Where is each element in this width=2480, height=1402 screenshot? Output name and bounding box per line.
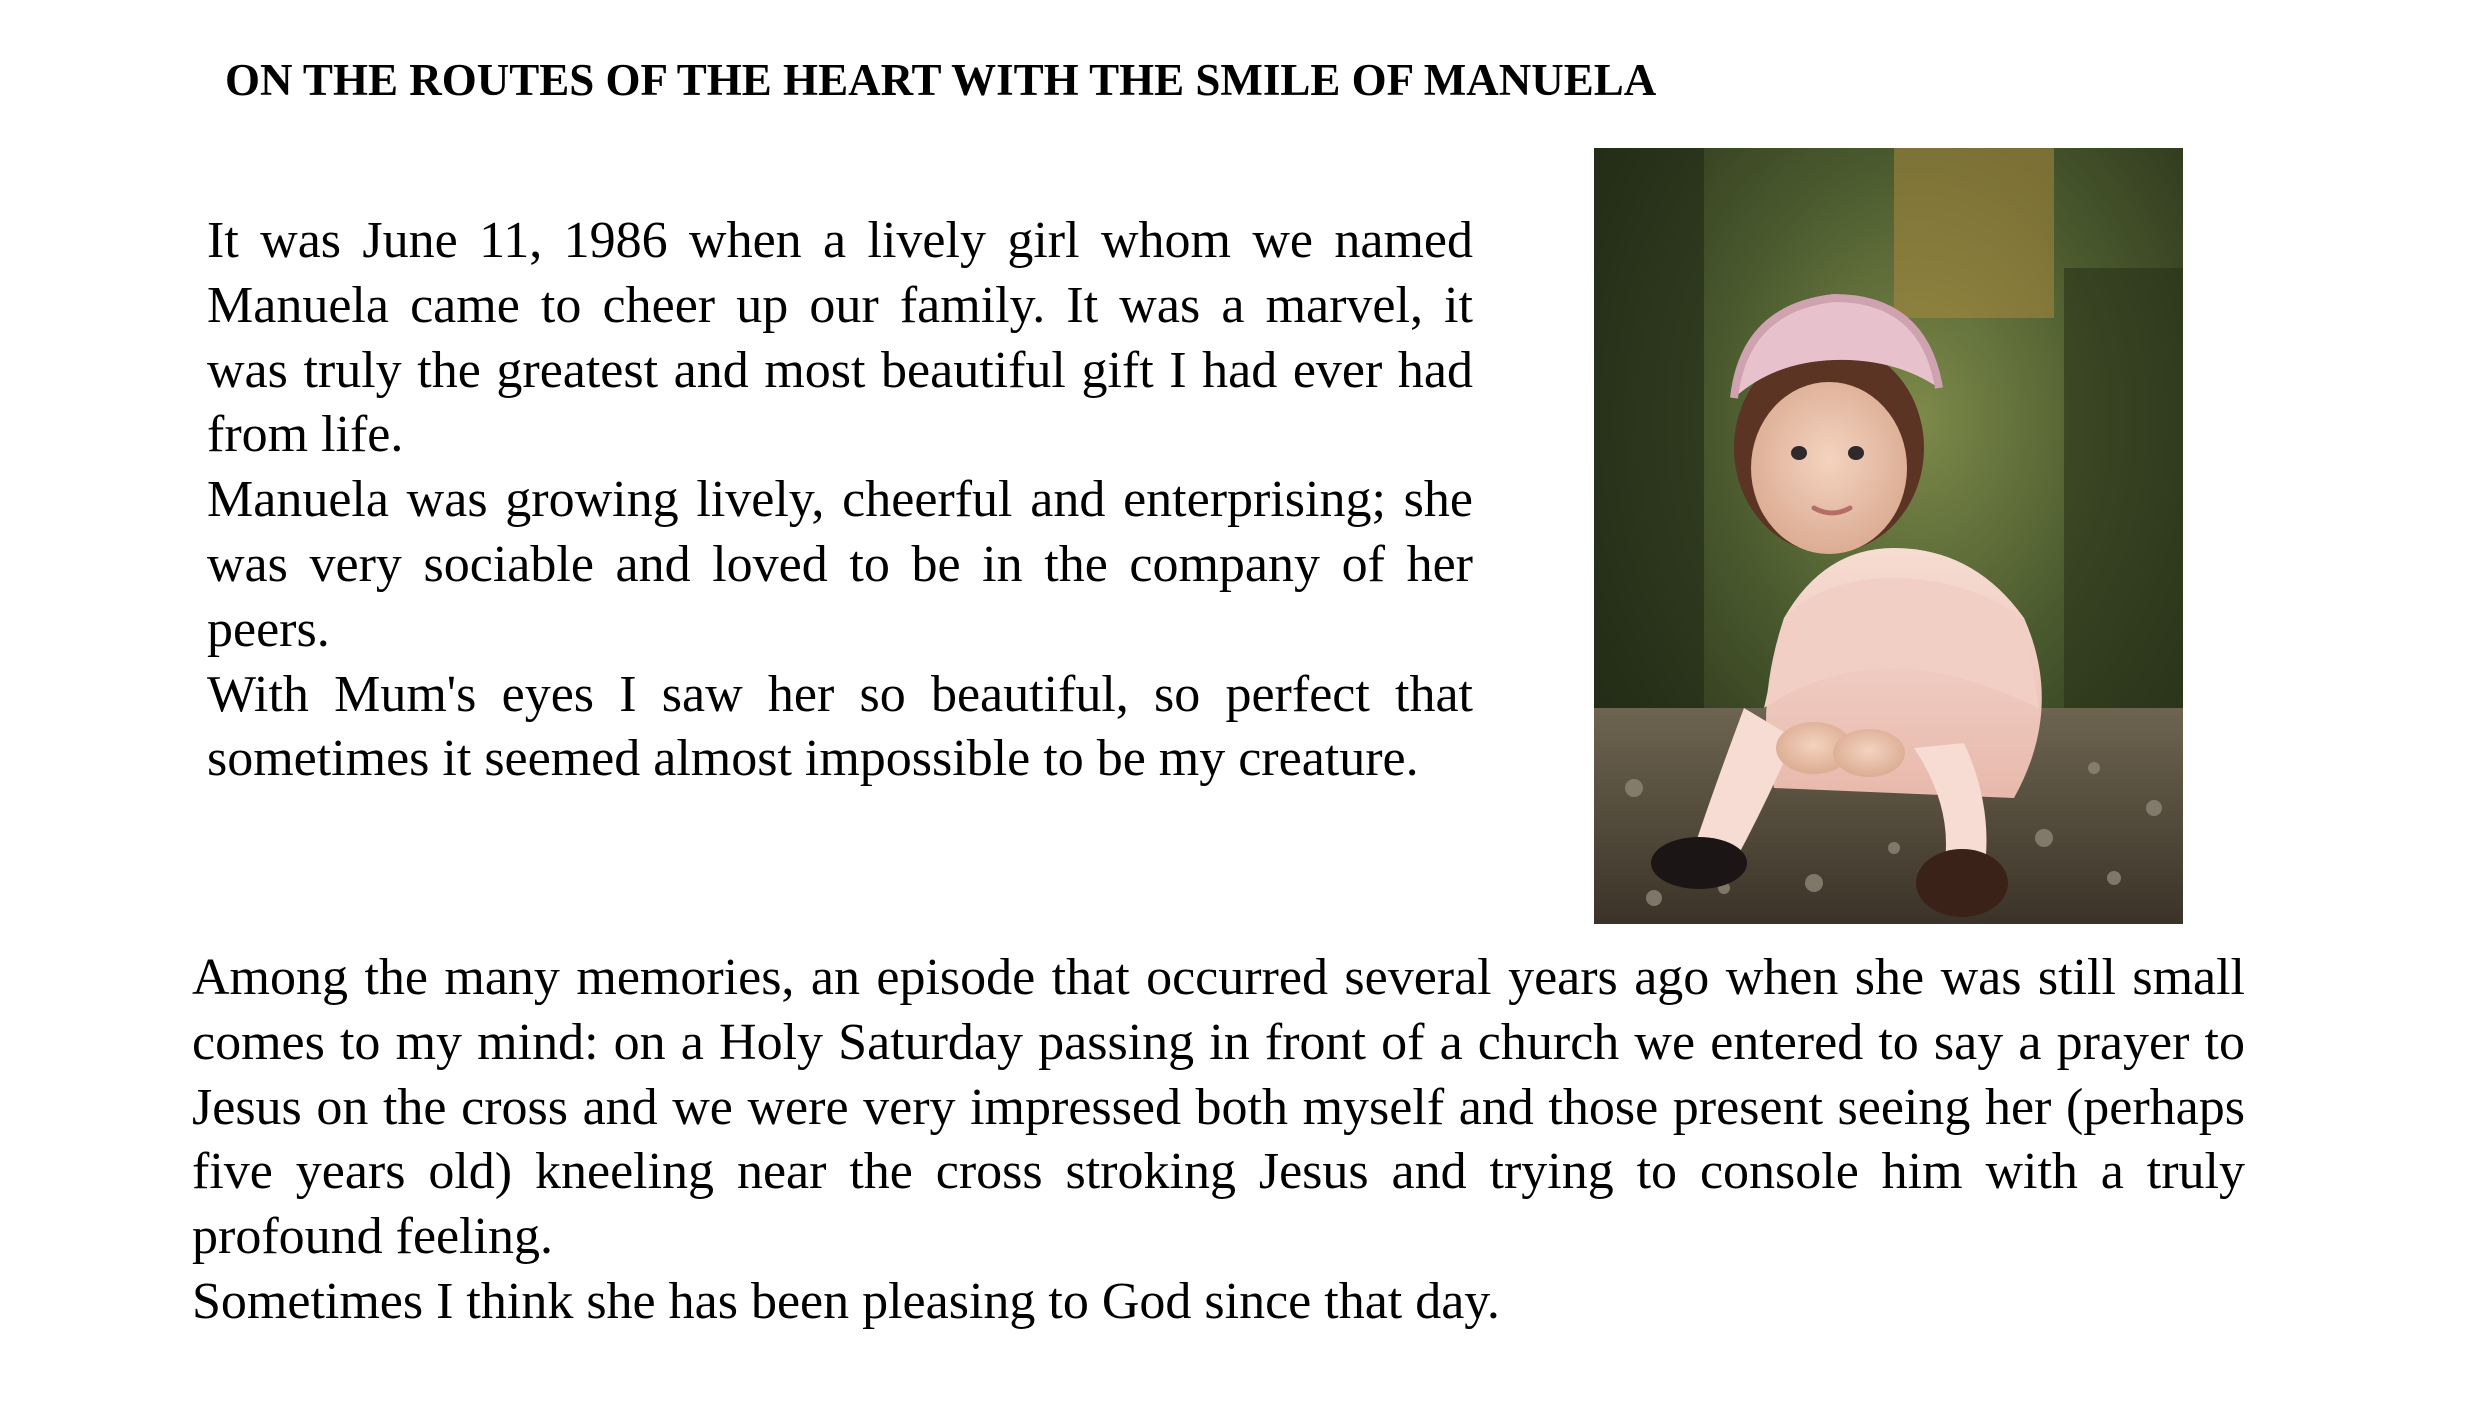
intro-paragraph-birth: It was June 11, 1986 when a lively girl whom we named Manuela came to cheer up our family. It was a marvel, it was truly the greatest and most beautiful gift I had ever had from life. xyxy=(207,212,1473,464)
intro-paragraph-mums-eyes: With Mum's eyes I saw her so beautiful, so perfect that sometimes it seemed almost impossible to be my creature. xyxy=(207,665,1473,788)
lower-paragraph-closing: Sometimes I think she has been pleasing to God since that day. xyxy=(192,1272,1500,1330)
lower-text xyxy=(192,946,2245,1335)
child-photo-illustration xyxy=(1594,148,2183,924)
document-title: ON THE ROUTES OF THE HEART WITH THE SMILE OF MANUELA xyxy=(225,55,1657,105)
intro-text xyxy=(207,209,1473,792)
lower-paragraph-memory: Among the many memories, an episode that occurred several years ago when she was still small comes to my mind: on a Holy Saturday passing in front of a church we entered to say a prayer to Jesus on the cross and we were very impressed both myself and those present seeing her (perhaps five years old) kneeling near the cross stroking Jesus and trying to console him with a truly profound feeling. xyxy=(192,949,2245,1266)
child-photo xyxy=(1594,148,2183,924)
intro-paragraph-growing: Manuela was growing lively, cheerful and enterprising; she was very sociable and loved to be in the company of her peers. xyxy=(207,471,1473,658)
